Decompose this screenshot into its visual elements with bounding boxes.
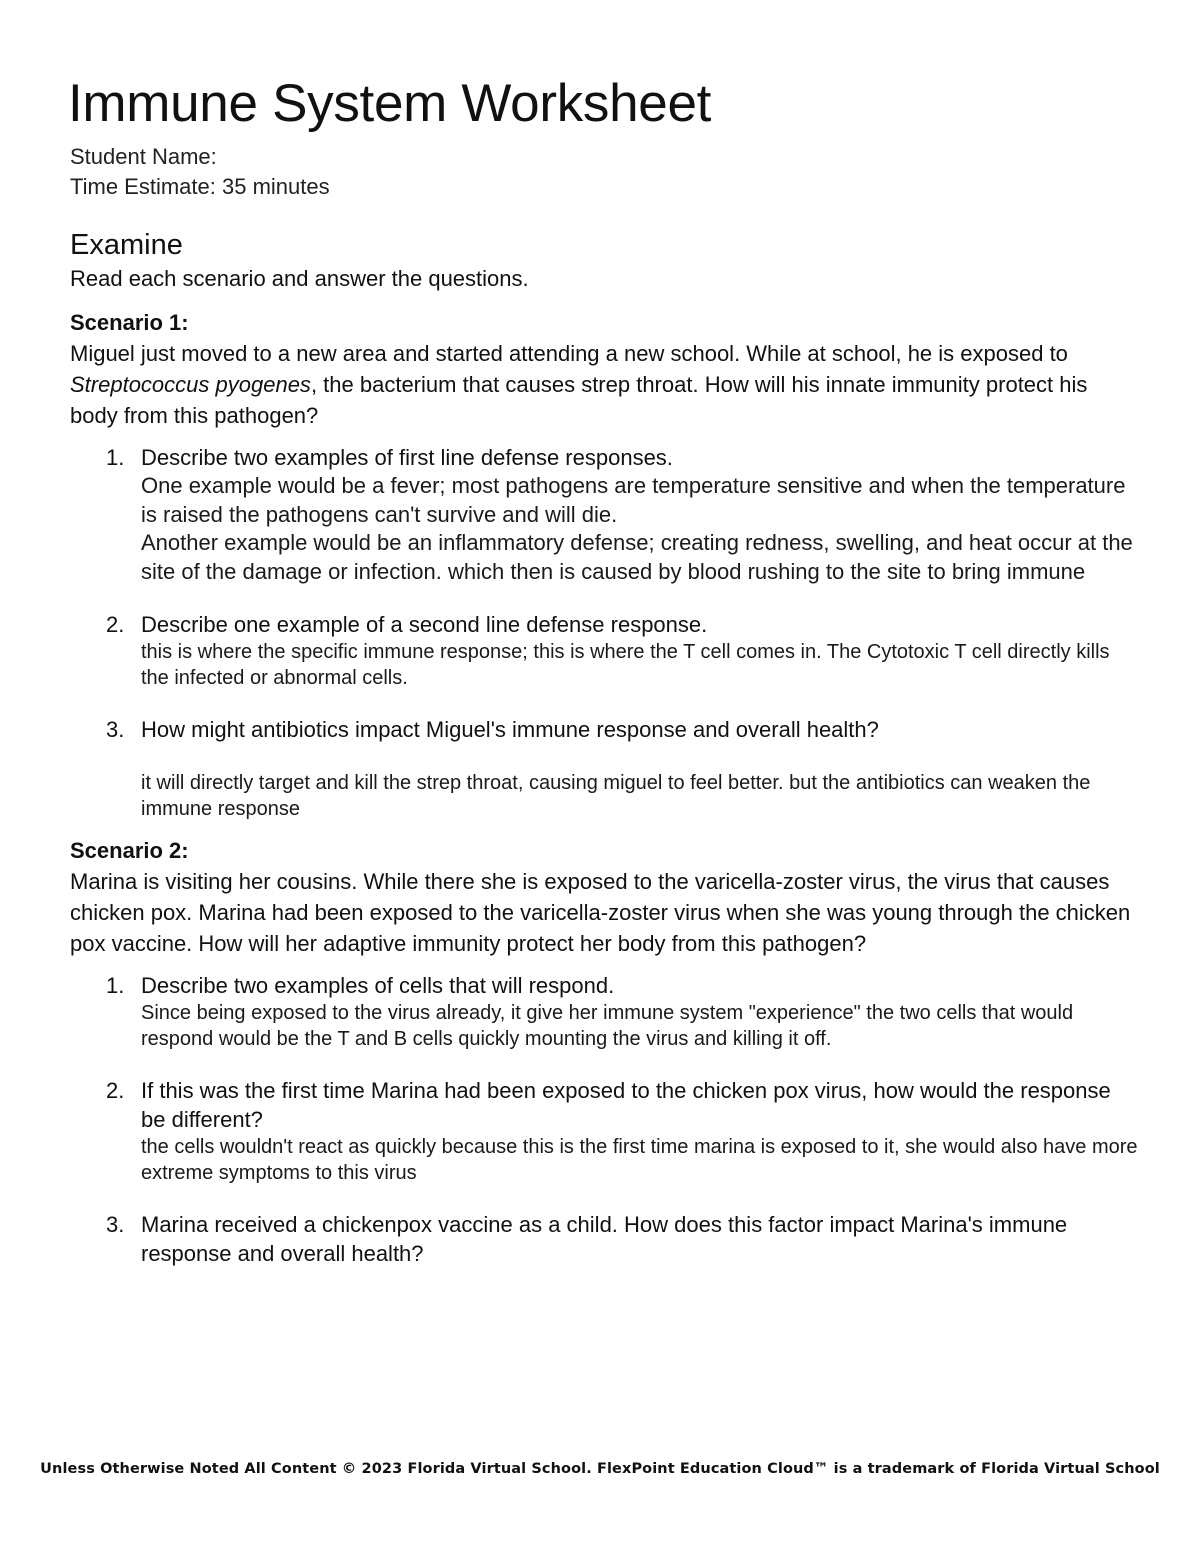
time-estimate: Time Estimate: 35 minutes — [70, 174, 330, 199]
scenario-1-species-name: Streptococcus pyogenes — [70, 372, 311, 397]
question-item — [70, 443, 1140, 586]
scenario-1-text-start: Miguel just moved to a new area and started attending a new school. While at school, he is exposed to — [70, 341, 1068, 366]
instructions: Read each scenario and answer the questions. — [70, 266, 529, 291]
answer-spacer — [141, 744, 1140, 770]
answer-text: the cells wouldn't react as quickly because this is the first time marina is exposed to it, she would also have more extreme symptoms to this virus — [141, 1136, 1138, 1184]
answer-text: it will directly target and kill the strep throat, causing miguel to feel better. but the antibiotics can weaken the immune response — [141, 772, 1091, 820]
scenario-1-questions — [70, 443, 1140, 822]
question-item — [70, 1210, 1140, 1268]
question-text: Describe one example of a second line defense response. — [141, 612, 708, 637]
answer-text: this is where the specific immune response; this is where the T cell comes in. The Cytotoxic T cell directly kills the infected or abnormal cells. — [141, 641, 1110, 689]
question-text: Marina received a chickenpox vaccine as a child. How does this factor impact Marina's immune response and overall health? — [141, 1212, 1068, 1266]
question-item — [70, 610, 1140, 691]
question-item — [70, 715, 1140, 822]
scenario-2-title: Scenario 2: — [70, 838, 189, 863]
question-item — [70, 971, 1140, 1052]
scenario-2-questions — [70, 971, 1140, 1268]
question-number: 2. — [106, 1078, 125, 1103]
copyright-footer: Unless Otherwise Noted All Content © 2023 Florida Virtual School. FlexPoint Education Cloud™ is a trademark of Florida Virtual School — [40, 1461, 1160, 1477]
scenario-1-text-end: , the bacterium that causes strep throat. How will his innate immunity protect his body from this pathogen? — [70, 372, 1088, 428]
student-name-label: Student Name: — [70, 144, 217, 169]
question-number: 2. — [106, 612, 125, 637]
scenario-1-text — [70, 338, 1140, 431]
page-title: Immune System Worksheet — [68, 74, 712, 133]
section-title: Examine — [70, 229, 183, 261]
question-text: Describe two examples of first line defense responses. — [141, 445, 673, 470]
question-number: 1. — [106, 973, 125, 998]
answer-text: One example would be a fever; most pathogens are temperature sensitive and when the temperature is raised the pathogens can't survive and will die. — [141, 473, 1126, 527]
scenario-1-title: Scenario 1: — [70, 310, 189, 335]
question-number: 3. — [106, 717, 125, 742]
question-text: How might antibiotics impact Miguel's immune response and overall health? — [141, 717, 879, 742]
answer-text: Another example would be an inflammatory defense; creating redness, swelling, and heat occur at the site of the damage or infection. which then is caused by blood rushing to the site to bring immune — [141, 530, 1133, 584]
worksheet-page — [70, 74, 1140, 1292]
question-text: If this was the first time Marina had been exposed to the chicken pox virus, how would the response be different? — [141, 1078, 1111, 1132]
question-number: 1. — [106, 445, 125, 470]
question-item — [70, 1076, 1140, 1186]
answer-text: Since being exposed to the virus already, it give her immune system "experience" the two cells that would respond would be the T and B cells quickly mounting the virus and killing it off. — [141, 1002, 1074, 1050]
question-number: 3. — [106, 1212, 125, 1237]
question-text: Describe two examples of cells that will respond. — [141, 973, 615, 998]
scenario-2-text: Marina is visiting her cousins. While there she is exposed to the varicella-zoster virus, the virus that causes chicken pox. Marina had been exposed to the varicella-zoster virus when she was young through the chicken pox vaccine. How will her adaptive immunity protect her body from this pathogen? — [70, 869, 1131, 956]
